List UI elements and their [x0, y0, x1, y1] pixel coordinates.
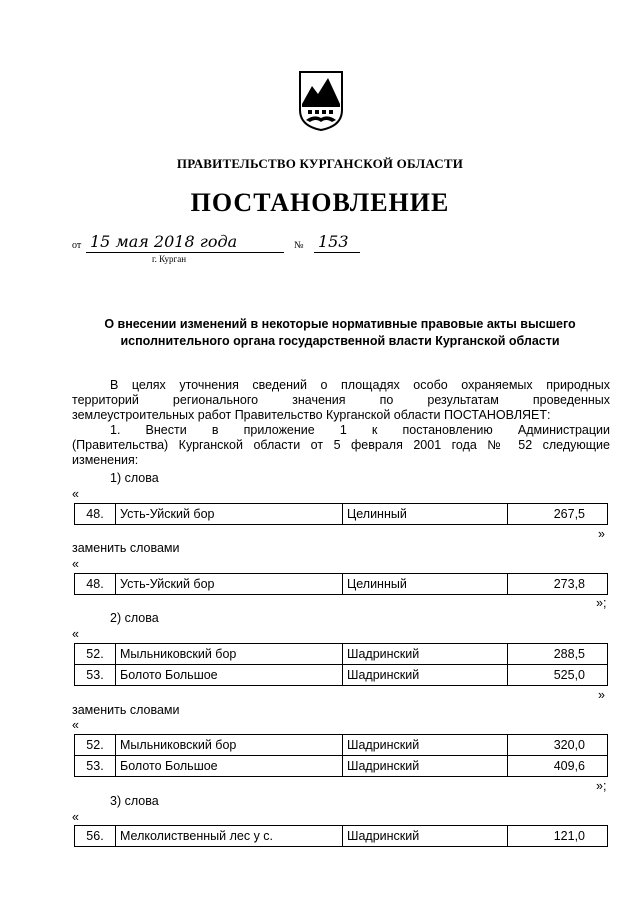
row-number: 48. — [75, 504, 116, 525]
intro-line: территорий регионального значения по результатам проведенных — [72, 393, 610, 407]
table-new-52-53 — [74, 734, 608, 777]
number-prefix: № — [294, 240, 304, 251]
subitem-3-label: 3) слова — [110, 794, 159, 808]
reserve-name: Болото Большое — [116, 665, 343, 686]
table-row — [75, 826, 608, 847]
government-name: ПРАВИТЕЛЬСТВО КУРГАНСКОЙ ОБЛАСТИ — [176, 156, 464, 171]
document-heading: О внесении изменений в некоторые нормативные правовые акты высшего исполнительного органа государственной власти Курганской области — [104, 317, 576, 348]
open-quote: « — [72, 627, 79, 641]
row-number: 52. — [75, 644, 116, 665]
close-quote: »; — [596, 779, 607, 793]
row-number: 53. — [75, 665, 116, 686]
area-value: 288,5 — [508, 644, 608, 665]
reserve-name: Болото Большое — [116, 756, 343, 777]
date-number-line — [72, 232, 372, 262]
area-value: 409,6 — [508, 756, 608, 777]
table-old-56 — [74, 825, 608, 847]
open-quote: « — [72, 810, 79, 824]
area-value: 273,8 — [508, 574, 608, 595]
area-value: 525,0 — [508, 665, 608, 686]
reserve-name: Усть-Уйский бор — [116, 504, 343, 525]
number-underline — [314, 252, 360, 253]
table-row — [75, 574, 608, 595]
row-number: 48. — [75, 574, 116, 595]
district-name: Шадринский — [343, 756, 508, 777]
district-name: Шадринский — [343, 735, 508, 756]
date-underline — [86, 252, 284, 253]
replace-label: заменить словами — [72, 703, 180, 717]
row-number: 56. — [75, 826, 116, 847]
area-value: 121,0 — [508, 826, 608, 847]
close-quote: » — [598, 688, 605, 702]
intro-paragraph — [72, 378, 610, 468]
table-row — [75, 504, 608, 525]
open-quote: « — [72, 557, 79, 571]
coat-of-arms-icon — [298, 70, 344, 132]
subitem-2-label: 2) слова — [110, 611, 159, 625]
district-name: Шадринский — [343, 665, 508, 686]
table-row — [75, 665, 608, 686]
district-name: Шадринский — [343, 644, 508, 665]
number-value: 153 — [318, 232, 349, 251]
document-title: ПОСТАНОВЛЕНИЕ — [190, 188, 450, 217]
reserve-name: Усть-Уйский бор — [116, 574, 343, 595]
table-row — [75, 735, 608, 756]
intro-line: В целях уточнения сведений о площадях особо охраняемых природных — [110, 378, 610, 392]
item-1-line: 1. Внести в приложение 1 к постановлению Администрации — [110, 423, 610, 437]
reserve-name: Мыльниковский бор — [116, 735, 343, 756]
table-old-52-53 — [74, 643, 608, 686]
item-1-line: (Правительства) Курганской области от 5 февраля 2001 года № 52 следующие — [72, 438, 610, 452]
city: г. Курган — [152, 254, 187, 264]
district-name: Шадринский — [343, 826, 508, 847]
close-quote: » — [598, 527, 605, 541]
table-new-48 — [74, 573, 608, 595]
area-value: 320,0 — [508, 735, 608, 756]
row-number: 52. — [75, 735, 116, 756]
close-quote: »; — [596, 596, 607, 610]
table-row — [75, 756, 608, 777]
row-number: 53. — [75, 756, 116, 777]
date-value: 15 мая 2018 года — [90, 232, 238, 251]
table-old-48 — [74, 503, 608, 525]
replace-label: заменить словами — [72, 541, 180, 555]
district-name: Целинный — [343, 574, 508, 595]
reserve-name: Мыльниковский бор — [116, 644, 343, 665]
open-quote: « — [72, 718, 79, 732]
district-name: Целинный — [343, 504, 508, 525]
open-quote: « — [72, 487, 79, 501]
date-prefix: от — [72, 240, 82, 251]
area-value: 267,5 — [508, 504, 608, 525]
item-1-line: изменения: — [72, 453, 139, 467]
table-row — [75, 644, 608, 665]
intro-line: землеустроительных работ Правительство Курганской области ПОСТАНОВЛЯЕТ: — [72, 408, 551, 422]
subitem-1-label: 1) слова — [110, 471, 159, 485]
reserve-name: Мелколиственный лес у с. — [116, 826, 343, 847]
